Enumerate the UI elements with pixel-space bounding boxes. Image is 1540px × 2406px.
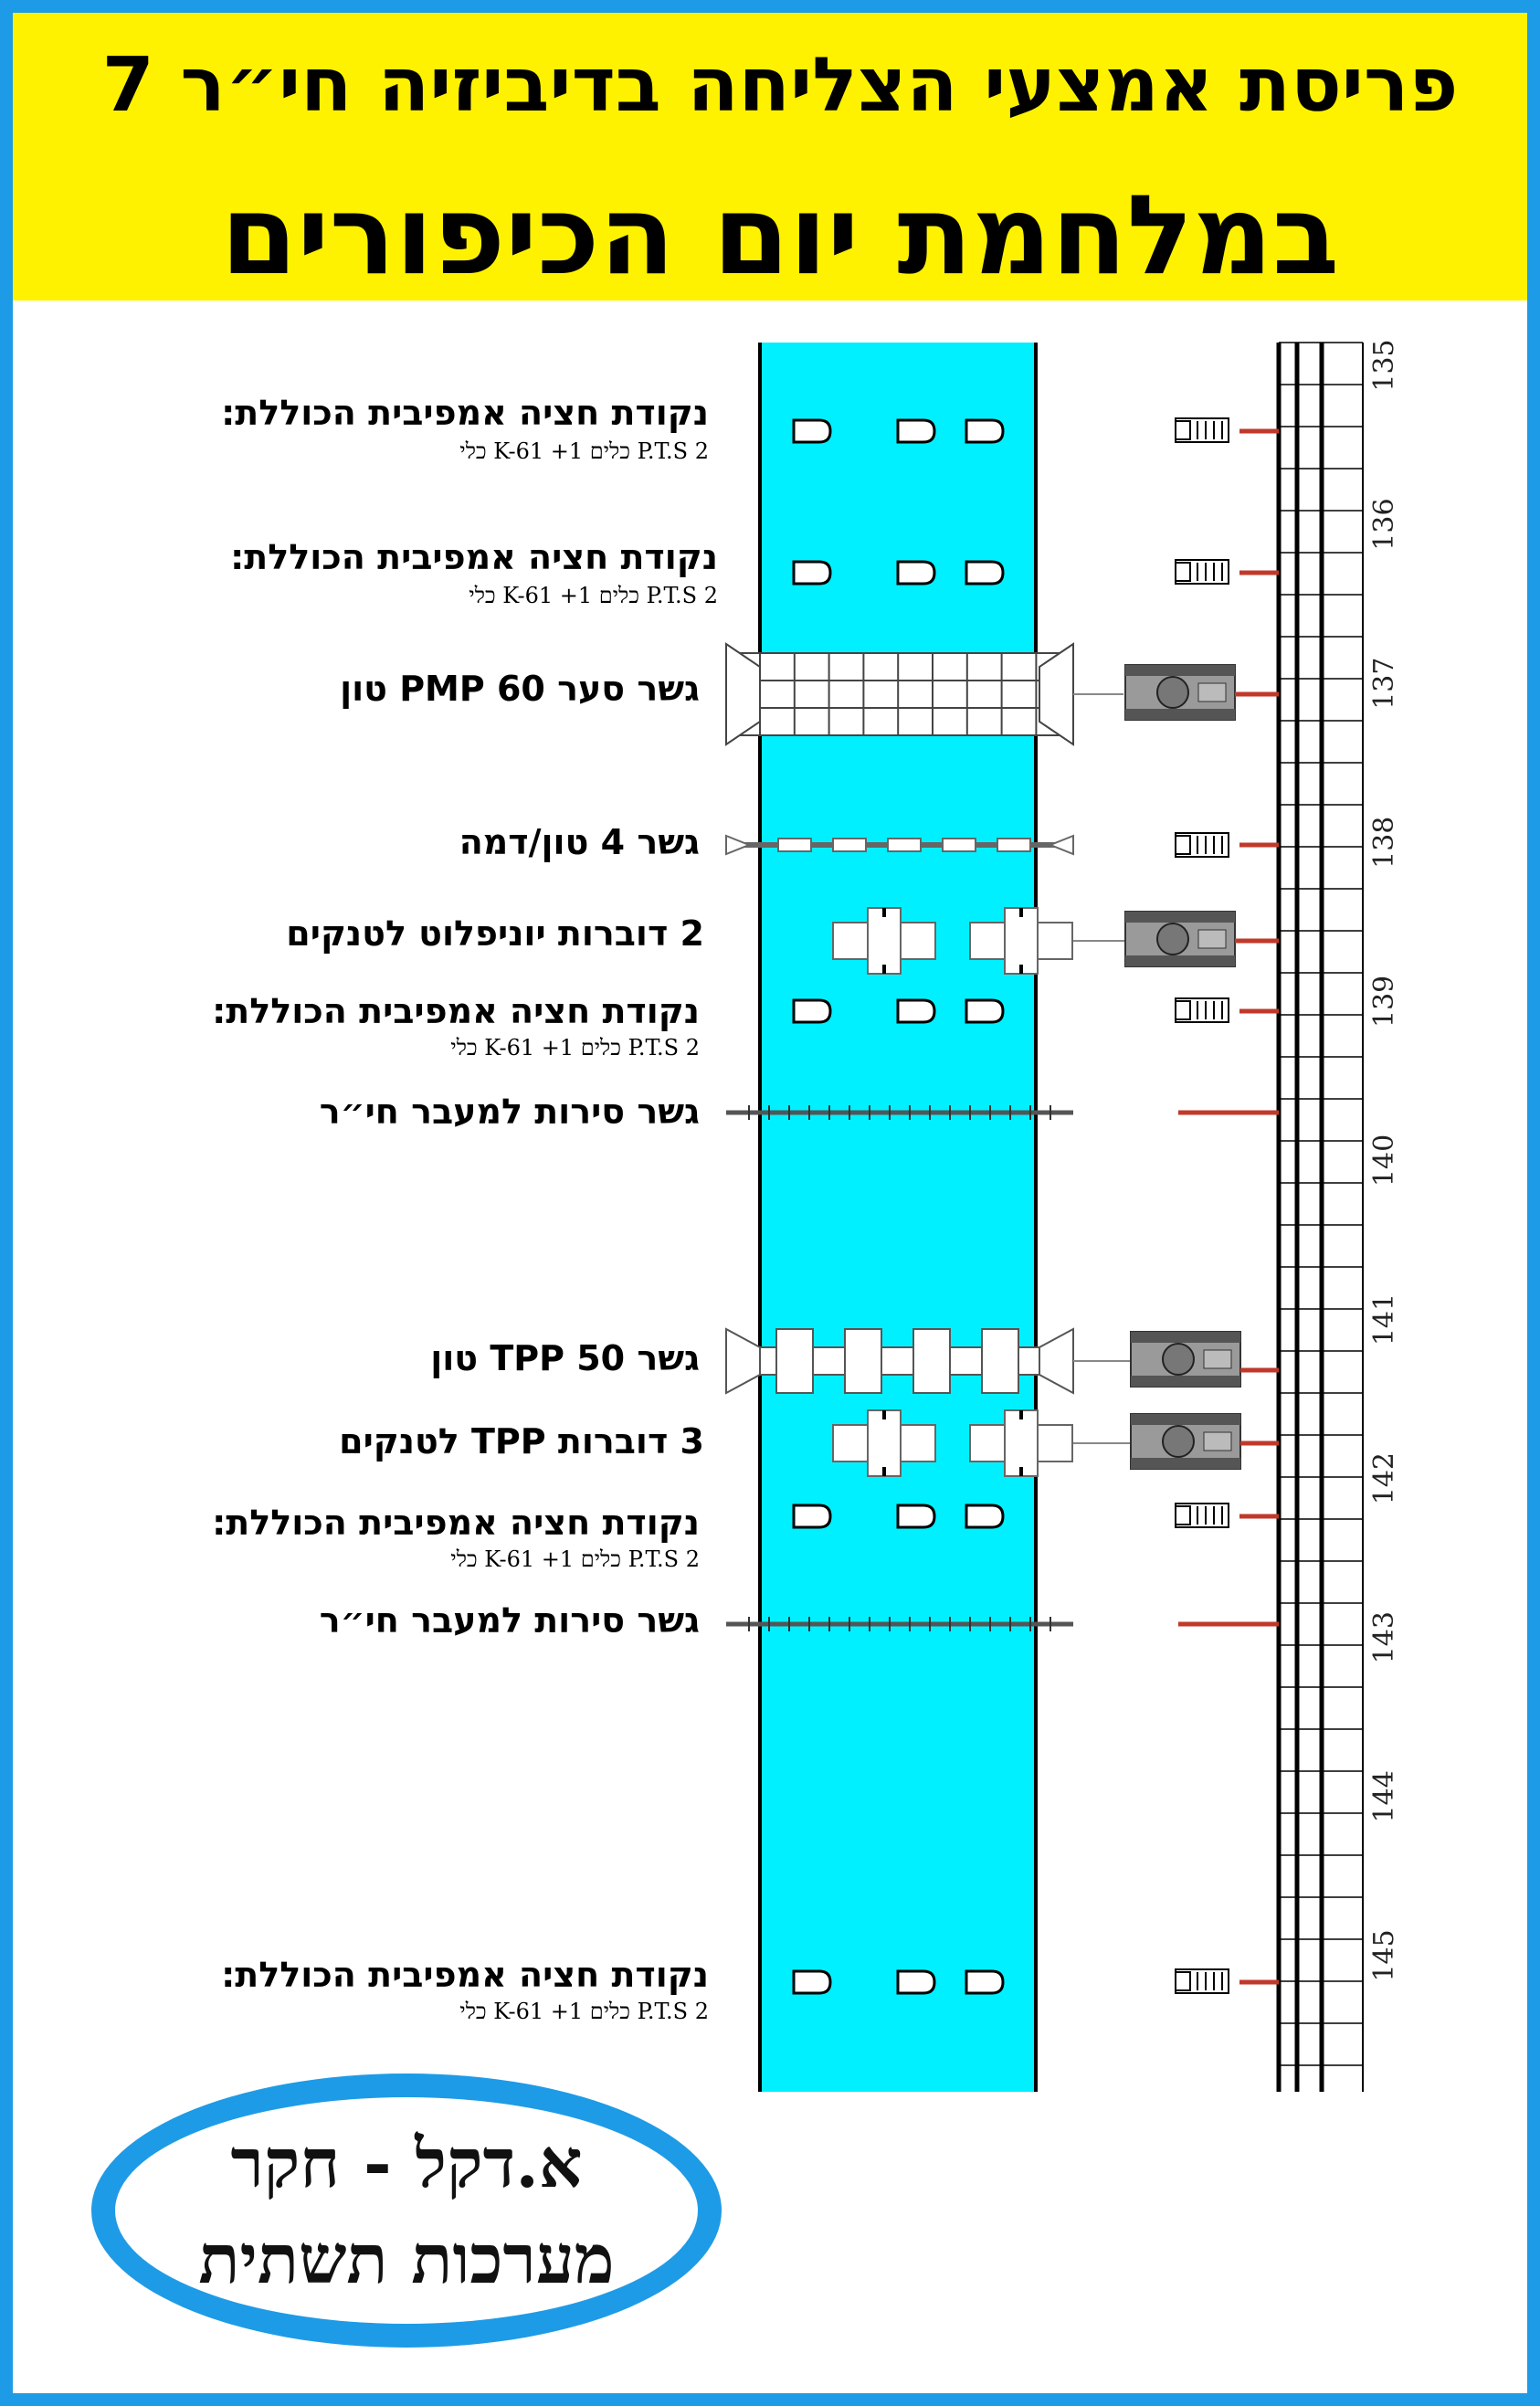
amphibious-vehicle-icon [898,1000,934,1022]
amphibious-vehicle-icon [794,1971,830,1993]
km-marker: 145 [1368,1929,1400,1982]
truck-icon [1176,560,1229,584]
row-sublabel: P.T.S 2 כלים K-61 +1 כלי [469,583,718,608]
km-marker: 141 [1368,1293,1400,1346]
row-label: גשר 4 טון/דמה [459,822,700,862]
row-label: 3 דוברות TPP לטנקים [339,1421,704,1462]
amphibious-vehicle-icon [794,1000,830,1022]
title-line-2: במלחמת יום הכיפורים [220,173,1340,300]
km-marker: 137 [1368,657,1400,710]
km-marker: 143 [1368,1611,1400,1664]
bridge-segment [982,1329,1018,1393]
amphibious-vehicle-icon [966,562,1003,584]
amphibious-vehicle-icon [898,1505,934,1527]
truck-icon [1176,1969,1229,1993]
row-label: גשר סירות למעבר חי״ר [319,1092,700,1132]
tank-icon [1131,1332,1240,1387]
amphibious-vehicle-icon [898,1971,934,1993]
row-sublabel: P.T.S 2 כלים K-61 +1 כלי [459,1999,709,2024]
bridge-ramp [1039,1329,1073,1393]
bridge-ramp [726,836,749,854]
amphibious-vehicle-icon [966,1971,1003,1993]
row-sublabel: P.T.S 2 כלים K-61 +1 כלי [459,438,709,464]
amphibious-vehicle-icon [898,562,934,584]
truck-icon [1176,998,1229,1022]
km-marker: 138 [1368,816,1400,869]
bridge-segment [776,1329,813,1393]
row-label: נקודת חציה אמפיבית הכוללת: [221,393,709,433]
km-marker: 142 [1368,1452,1400,1505]
row-label: נקודת חציה אמפיבית הכוללת: [212,991,700,1031]
truck-icon [1176,833,1229,857]
canal [760,343,1036,2092]
km-marker: 135 [1368,339,1400,392]
tank-icon [1131,1414,1240,1469]
amphibious-vehicle-icon [966,1000,1003,1022]
km-marker: 140 [1368,1134,1400,1187]
bridge-segment [778,839,811,851]
tank-icon [1125,912,1235,966]
bridge-segment [913,1329,950,1393]
amphibious-vehicle-icon [794,1505,830,1527]
badge-line-2: מערכות תשתית [198,2221,615,2299]
bridge-segment [943,839,976,851]
row-label: גשר TPP 50 טון [430,1338,700,1378]
author-badge [91,2074,722,2348]
row-label: נקודת חציה אמפיבית הכוללת: [212,1503,700,1543]
km-marker: 139 [1368,975,1400,1028]
row-label: נקודת חציה אמפיבית הכוללת: [230,537,718,577]
row-label: נקודת חציה אמפיבית הכוללת: [221,1955,709,1995]
truck-icon [1176,418,1229,442]
amphibious-vehicle-icon [966,420,1003,442]
bridge-segment [845,1329,881,1393]
row-sublabel: P.T.S 2 כלים K-61 +1 כלי [450,1546,700,1572]
km-marker: 136 [1368,498,1400,551]
bridge-segment [997,839,1030,851]
amphibious-vehicle-icon [966,1505,1003,1527]
tank-icon [1125,665,1235,720]
row-label: 2 דוברות יוניפלוט לטנקים [286,913,704,954]
pmp-bridge [726,653,1073,735]
amphibious-vehicle-icon [794,420,830,442]
title-line-1: פריסת אמצעי הצליחה בדיביזיה חי״ר 7 [101,42,1459,129]
bridge-segment [833,839,866,851]
bridge-ramp [1050,836,1073,854]
row-label: גשר סער PMP 60 טון [340,669,700,709]
amphibious-vehicle-icon [794,562,830,584]
row-label: גשר סירות למעבר חי״ר [319,1600,700,1641]
bridge-ramp [726,1329,760,1393]
row-sublabel: P.T.S 2 כלים K-61 +1 כלי [450,1035,700,1061]
badge-line-1: א.דקל - חקר [230,2125,583,2203]
truck-icon [1176,1504,1229,1527]
bridge-segment [888,839,921,851]
amphibious-vehicle-icon [898,420,934,442]
km-marker: 144 [1368,1770,1400,1823]
